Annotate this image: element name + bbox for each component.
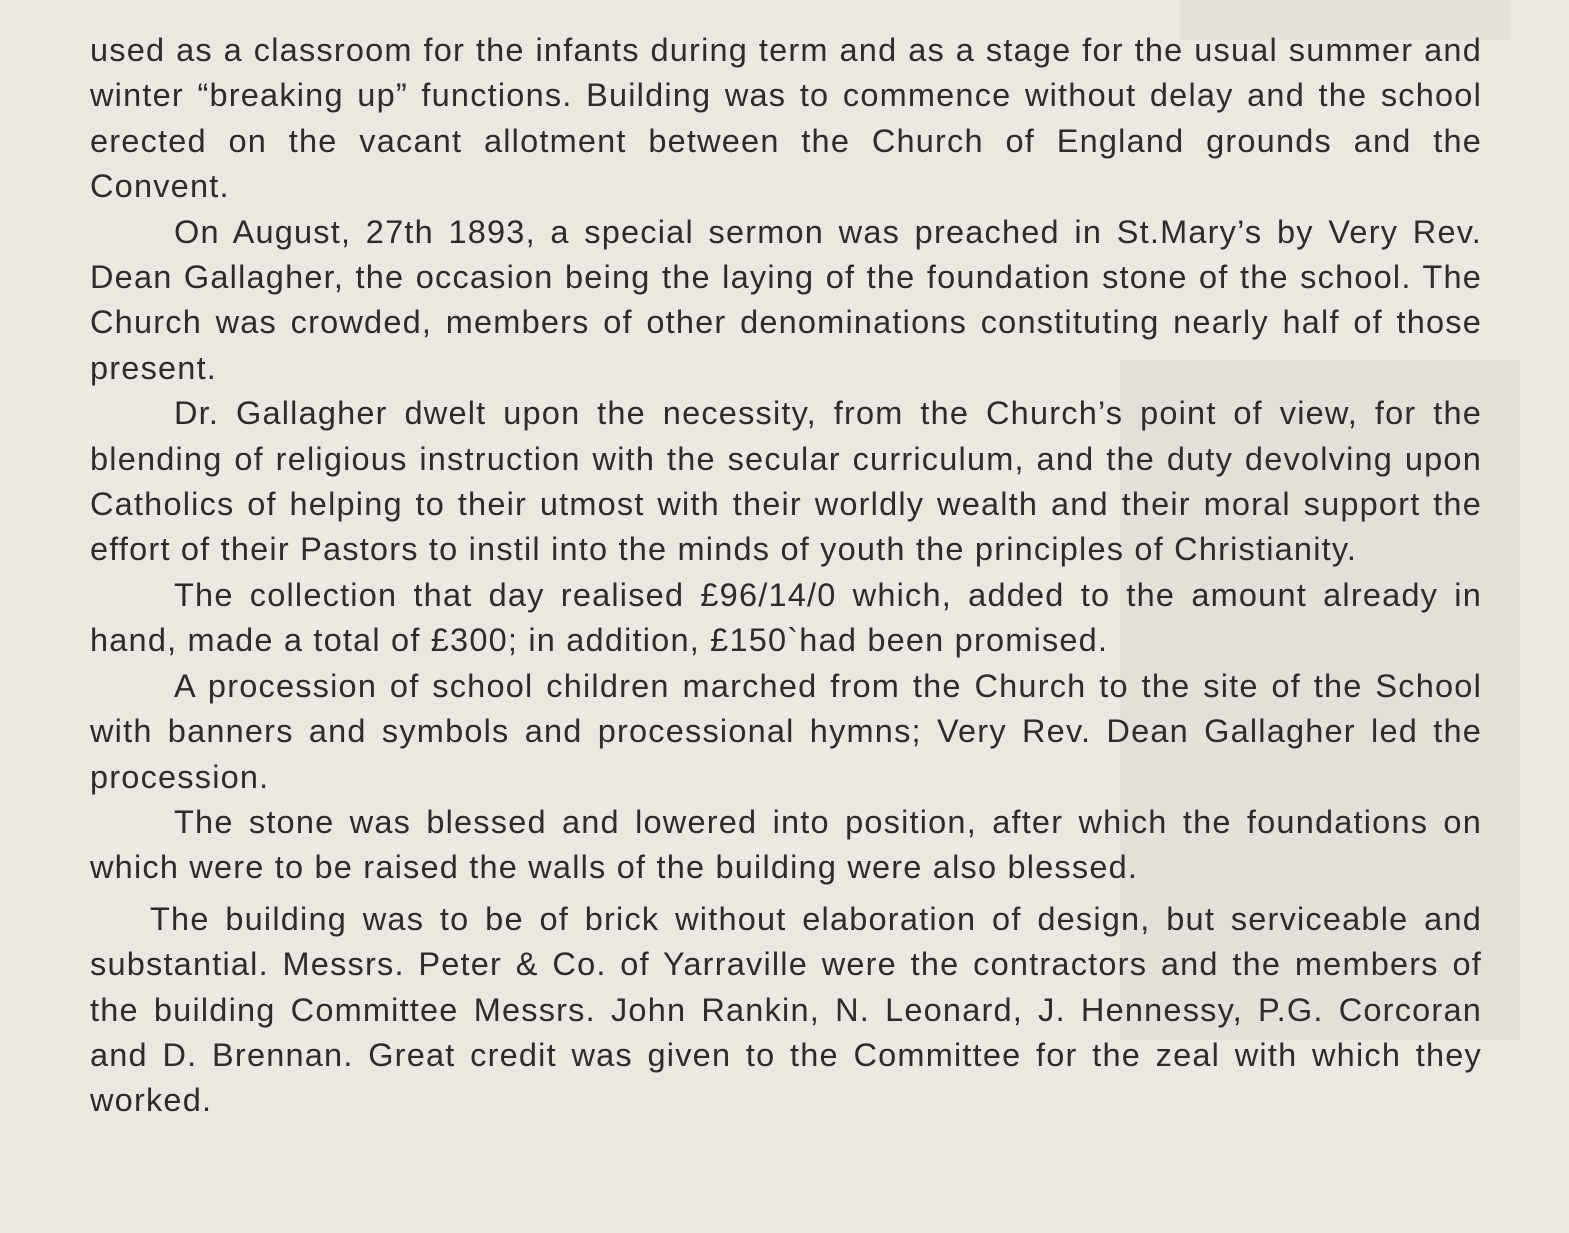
paragraph-3: Dr. Gallagher dwelt upon the necessity, from the Church’s point of view, for the blending of religious instruction with the secular curriculum, and the duty devolving upon Catholics of helping to their utmost with their worldly wealth and their moral support the effort of their Pastors to instil into the minds of youth the principles of Christianity. [90,395,1482,568]
paragraph-5: A procession of school children marched from the Church to the site of the School with banners and symbols and processional hymns; Very Rev. Dean Gallagher led the procession. [90,667,1482,795]
paragraph-7: The building was to be of brick without elaboration of design, but serviceable and substantial. Messrs. Peter & Co. of Yarraville were the contractors and the members of the building Committee Messrs. John Rankin, N. Leonard, J. Hennessy, P.G. Corcoran and D. Brennan. Great credit was given to the Committee for the zeal with which they worked. [90,900,1482,1119]
paragraph-6: The stone was blessed and lowered into position, after which the foundations on which were to be raised the walls of the building were also blessed. [90,803,1482,886]
body-text [90,28,1482,1124]
paragraph-2: On August, 27th 1893, a special sermon was preached in St.Mary’s by Very Rev. Dean Gallagher, the occasion being the laying of the foundation stone of the school. The Church was crowded, members of other denominations constituting nearly half of those present. [90,213,1482,386]
paragraph-4: The collection that day realised £96/14/0 which, added to the amount already in hand, made a total of £300; in addition, £150`had been promised. [90,576,1482,659]
paragraph-1: used as a classroom for the infants during term and as a stage for the usual summer and winter “breaking up” functions. Building was to commence without delay and the school erected on the vacant allotment between the Church of England grounds and the Convent. [90,32,1482,205]
